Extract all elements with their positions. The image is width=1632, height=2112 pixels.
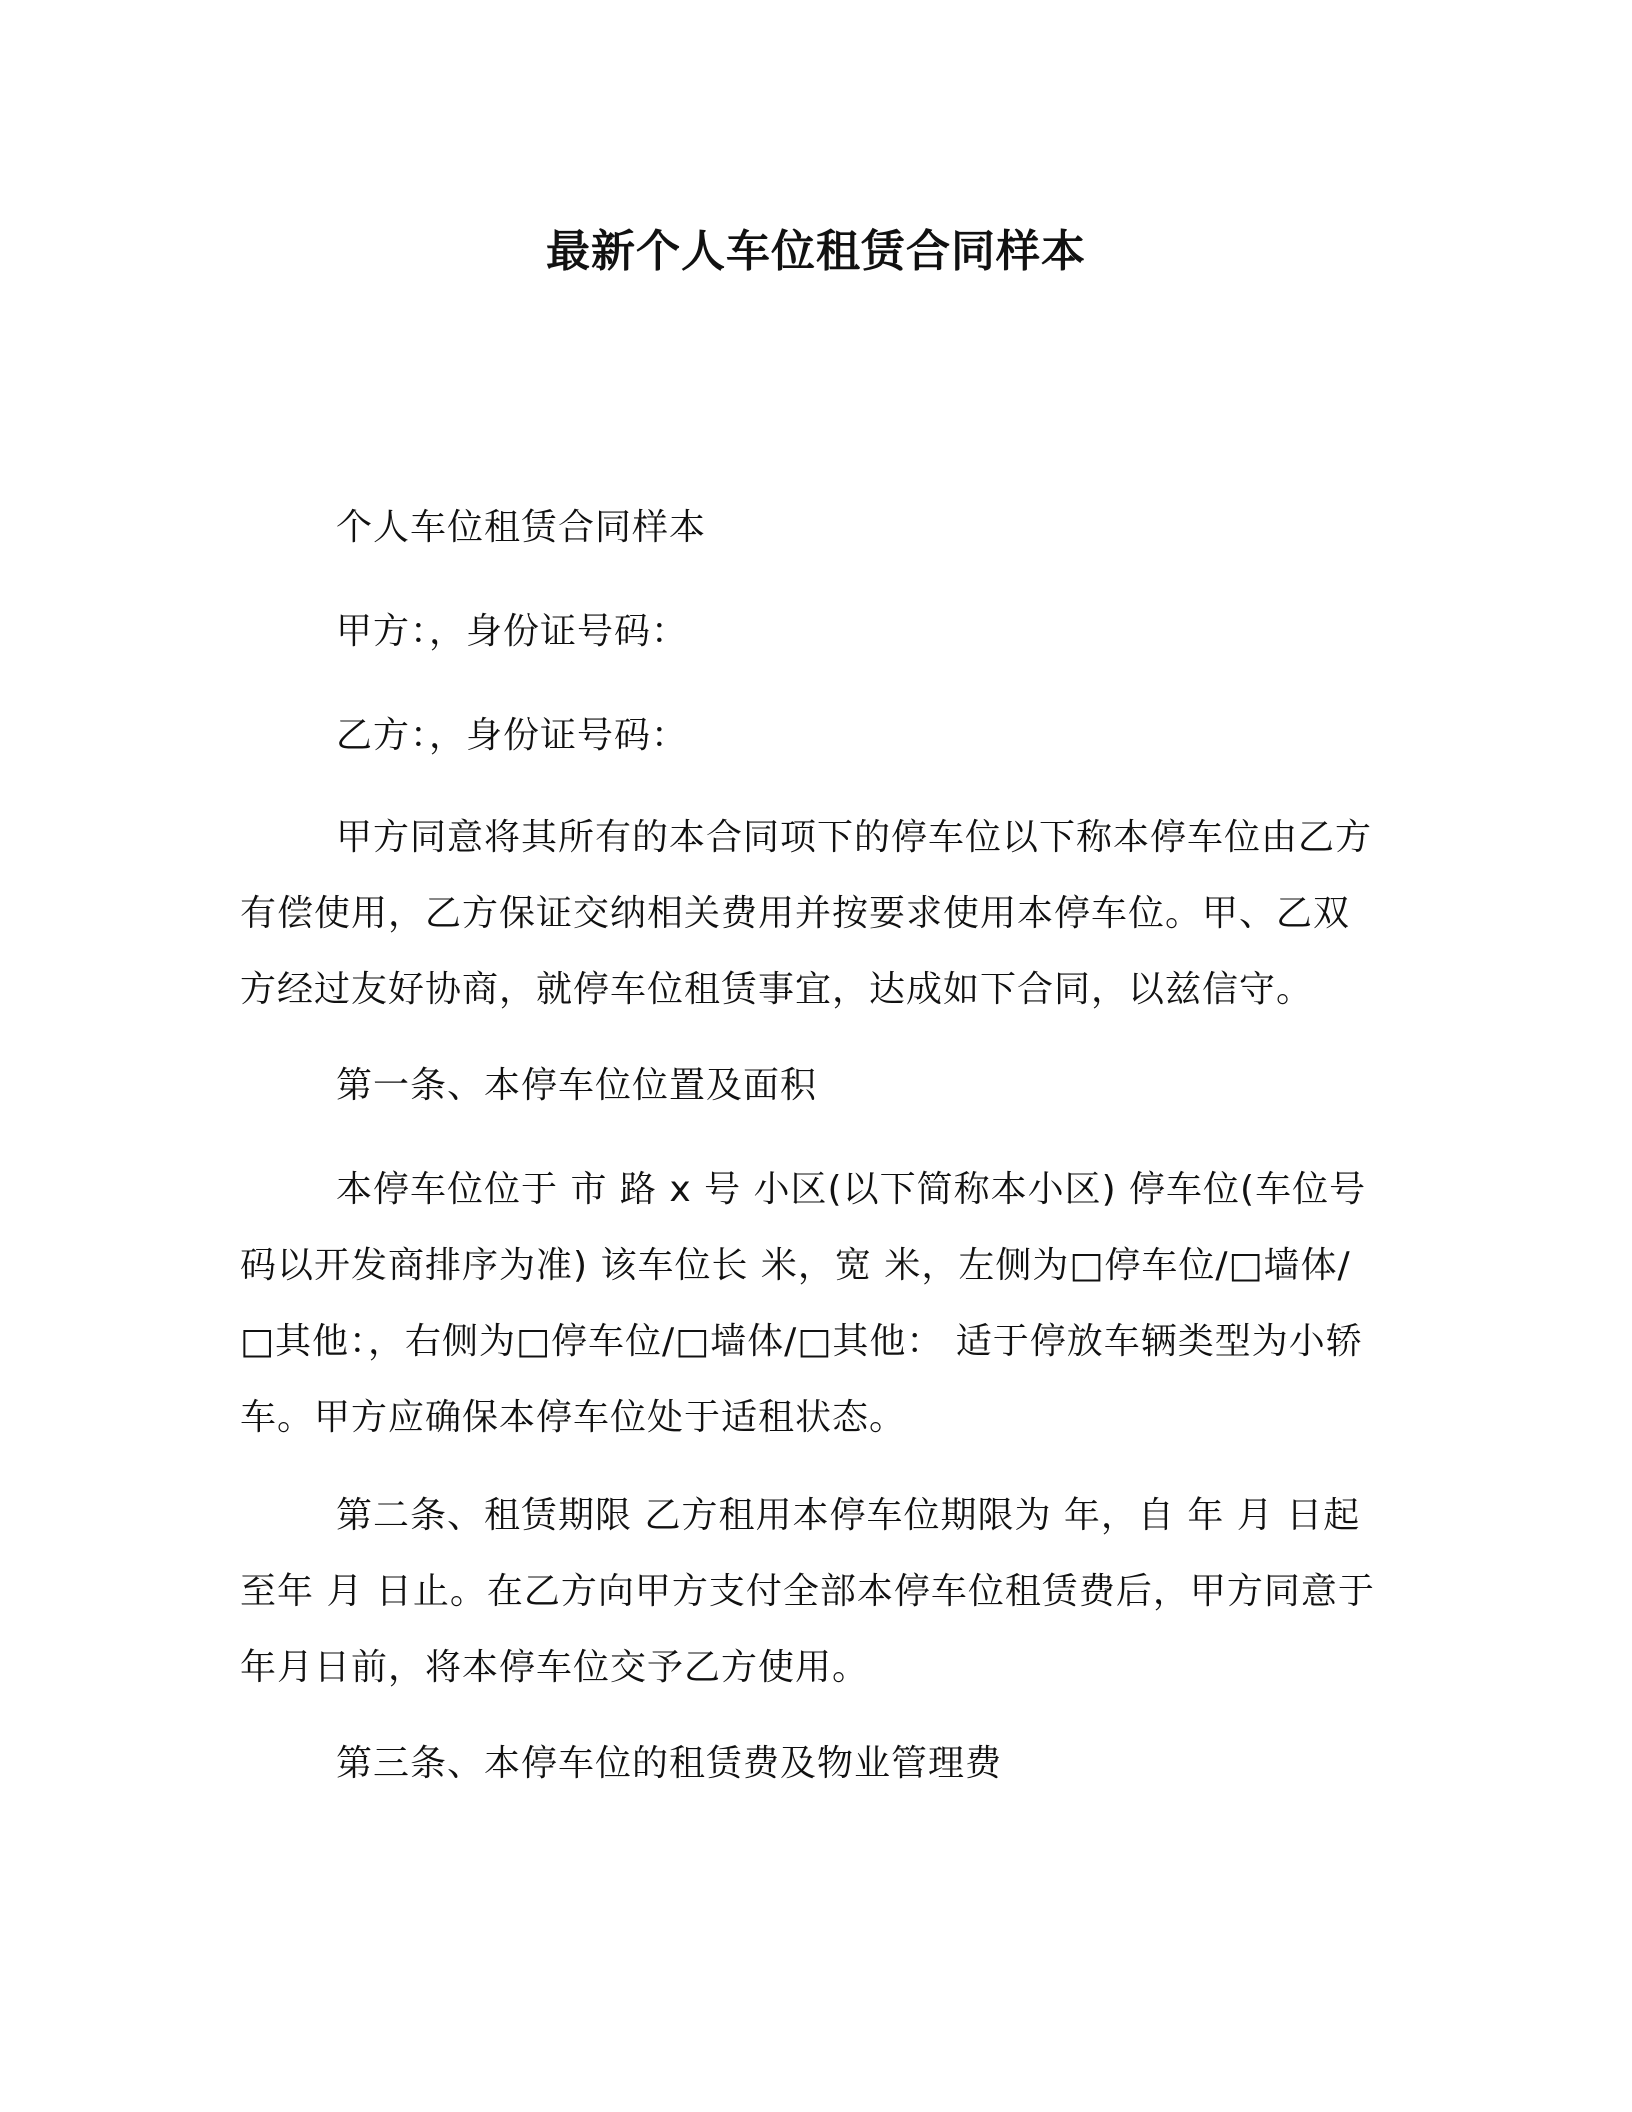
subtitle: 个人车位租赁合同样本	[336, 507, 707, 548]
intro-paragraph: 甲方同意将其所有的本合同项下的停车位以下称本停车位由乙方有偿使用，乙方保证交纳相关费用并按要求使用本停车位。甲、乙双方经过友好协商，就停车位租赁事宜，达成如下合同，以兹信守。	[240, 817, 1373, 1010]
party-b-line: 乙方：，身份证号码：	[336, 715, 689, 756]
document-title: 最新个人车位租赁合同样本	[546, 226, 1086, 277]
article-1-body: 本停车位位于 市 路 x 号 小区(以下简称本小区) 停车位(车位号码以开发商排序为准) 该车位长 米，宽 米，左侧为□停车位/□墙体/□其他：，右侧为□停车位/□墙体/□其他： 适于停放车辆类型为小轿车。甲方应确保本停车位处于适租状态。	[240, 1169, 1367, 1438]
article-1-heading: 第一条、本停车位位置及面积	[336, 1065, 818, 1106]
party-a-line: 甲方：，身份证号码：	[336, 611, 689, 652]
article-3-heading: 第三条、本停车位的租赁费及物业管理费	[336, 1743, 1003, 1784]
article-2-paragraph: 第二条、租赁期限 乙方租用本停车位期限为 年，自 年 月 日起至年 月 日止。在乙方向甲方支付全部本停车位租赁费后，甲方同意于 年月日前，将本停车位交予乙方使用。	[240, 1495, 1375, 1688]
